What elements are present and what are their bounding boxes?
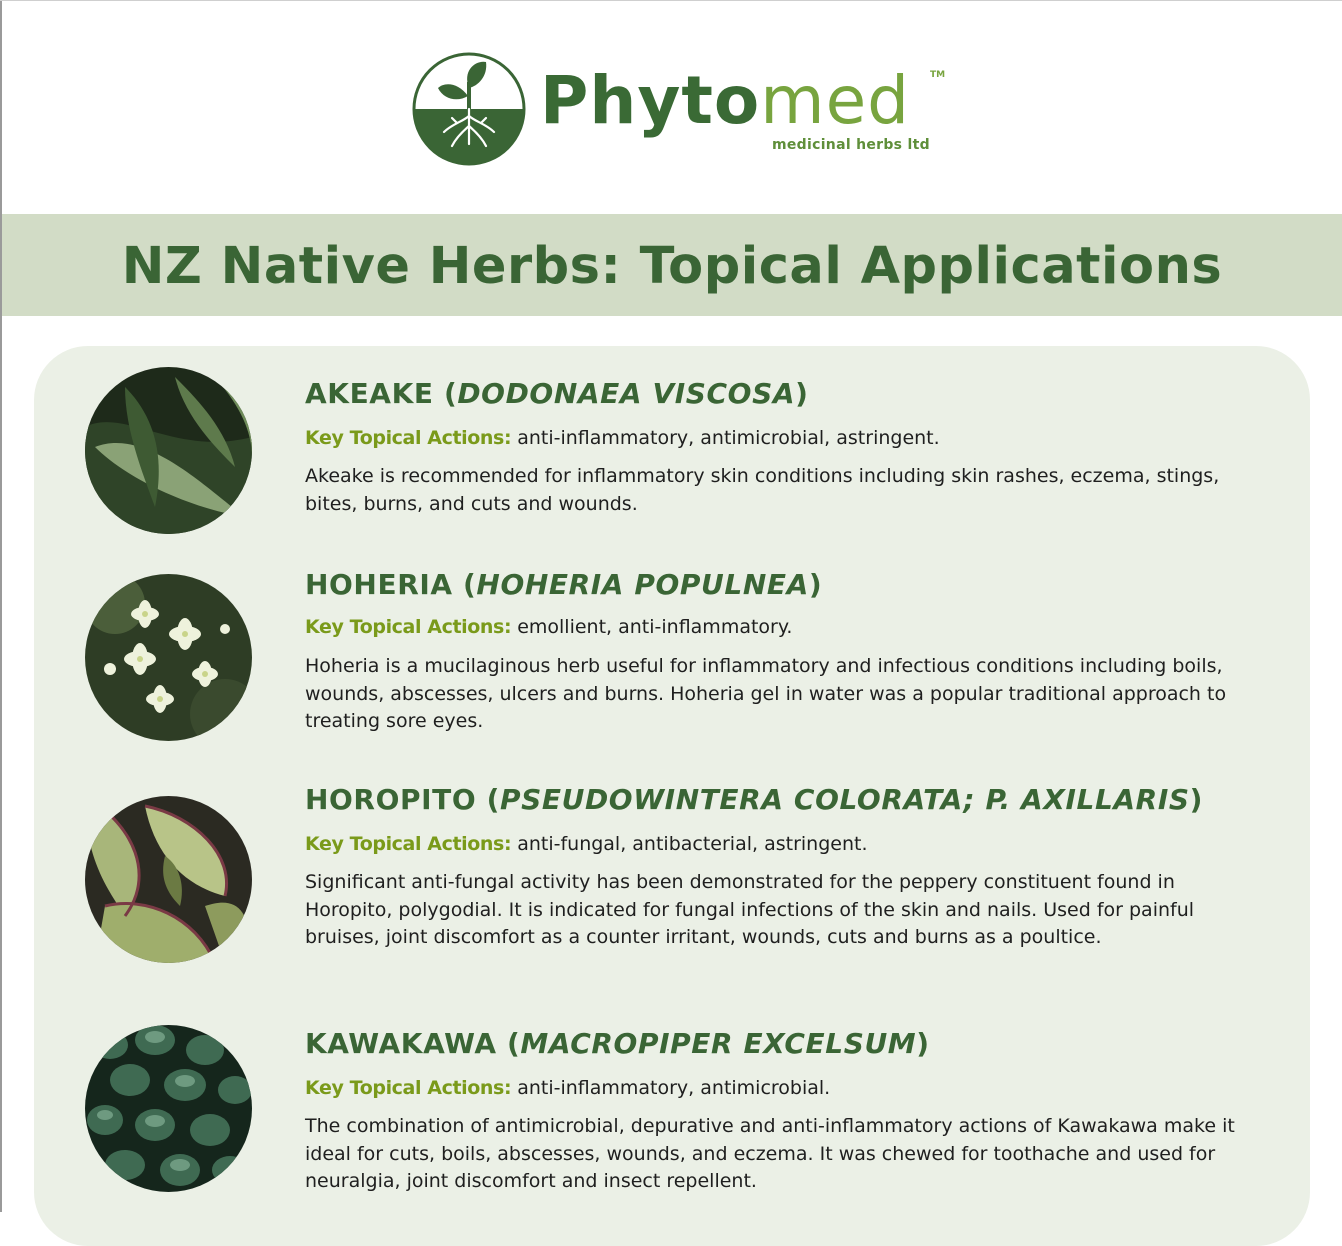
herb-heading-horopito: HOROPITO (PSEUDOWINTERA COLORATA; P. AXILLARIS) [305,783,1204,816]
brand-name-part1: Phyto [540,62,761,139]
herb-actions-kawakawa [305,1075,830,1101]
key-actions-label: Key Topical Actions: [305,616,512,638]
herb-name: HOROPITO [305,783,477,816]
key-actions-label: Key Topical Actions: [305,833,512,855]
herb-latin-name: HOHERIA POPULNEA [476,568,809,601]
kawakawa-leaves-photo-icon [85,1025,252,1192]
herb-heading-kawakawa: KAWAKAWA (MACROPIPER EXCELSUM) [305,1027,930,1060]
key-actions-value: anti-inflammatory, antimicrobial. [517,1077,831,1099]
herb-description-kawakawa: The combination of antimicrobial, depurative and anti-inflammatory actions of Kawakawa make it ideal for cuts, boils, abscesses, wounds, and eczema. It was chewed for toothache and used for neuralgia, joint discomfort and insect repellent. [305,1115,1235,1192]
herb-actions-hoheria [305,614,792,640]
key-actions-label: Key Topical Actions: [305,1077,512,1099]
brand-tagline: medicinal herbs ltd [772,137,930,153]
akeake-leaves-photo-icon [85,367,252,534]
herb-name: HOHERIA [305,568,453,601]
page-top-border [0,0,1342,1]
herb-description-horopito: Significant anti-fungal activity has been demonstrated for the peppery constituent found in Horopito, polygodial. It is indicated for fungal infections of the skin and nails. Used for painful bruises, joint discomfort as a counter irritant, wounds, cuts and burns as a poultice. [305,871,1195,948]
herb-latin-name: DODONAEA VISCOSA [457,377,796,410]
key-actions-value: anti-fungal, antibacterial, astringent. [517,833,868,855]
phytomed-logo [412,52,952,168]
herb-description-akeake: Akeake is recommended for inflammatory skin conditions including skin rashes, eczema, stings, bites, burns, and cuts and wounds. [305,465,1220,515]
herb-heading-hoheria: HOHERIA (HOHERIA POPULNEA) [305,568,823,601]
herb-name: KAWAKAWA [305,1027,497,1060]
herb-description-hoheria: Hoheria is a mucilaginous herb useful for inflammatory and infectious conditions including boils, wounds, abscesses, ulcers and burns. Hoheria gel in water was a popular traditional approach to treating sore eyes. [305,655,1227,732]
page-title: NZ Native Herbs: Topical Applications [121,237,1223,296]
brand-wordmark [540,56,910,146]
key-actions-value: emollient, anti-inflammatory. [517,616,793,638]
key-actions-label: Key Topical Actions: [305,427,512,449]
herb-actions-akeake [305,425,940,451]
herb-actions-horopito [305,831,868,857]
herb-latin-name: PSEUDOWINTERA COLORATA; P. AXILLARIS [500,783,1190,816]
title-banner [2,214,1342,316]
brand-name-part2: med [760,62,911,139]
sprout-logo-icon [412,52,526,166]
herb-heading-akeake: AKEAKE (DODONAEA VISCOSA) [305,377,809,410]
horopito-leaves-photo-icon [85,796,252,963]
page-left-border [0,0,2,1212]
hoheria-flowers-photo-icon [85,574,252,741]
key-actions-value: anti-inflammatory, antimicrobial, astringent. [517,427,940,449]
herb-latin-name: MACROPIPER EXCELSUM [520,1027,917,1060]
trademark-symbol: TM [930,70,946,80]
herb-name: AKEAKE [305,377,434,410]
